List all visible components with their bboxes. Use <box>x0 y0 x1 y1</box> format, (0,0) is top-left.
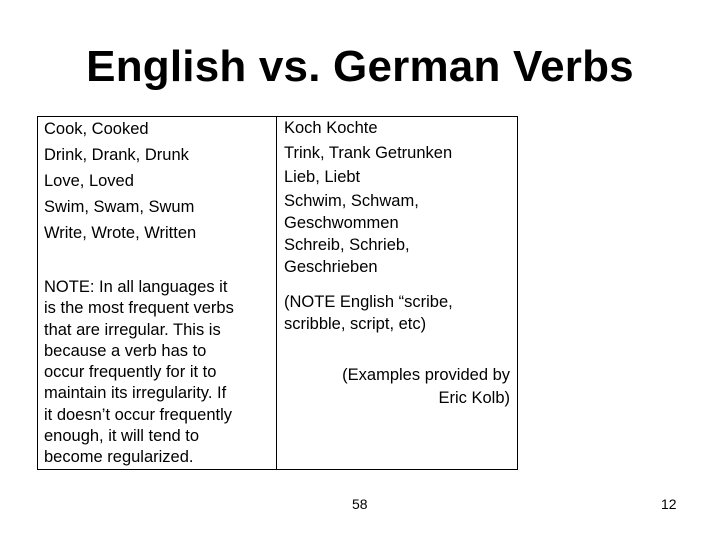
slide-title: English vs. German Verbs <box>86 42 634 91</box>
english-verb-list <box>44 116 196 246</box>
english-note-line: (NOTE English “scribe, <box>284 293 453 311</box>
note-line: become regularized. <box>44 448 194 467</box>
german-verb-item: Lieb, Liebt <box>284 168 361 186</box>
examples-line: (Examples provided by <box>342 366 510 384</box>
note-line: because a verb has to <box>44 341 207 360</box>
page-number-right: 12 <box>661 496 677 512</box>
english-verb-item: Write, Wrote, Written <box>44 224 197 242</box>
page-number-center: 58 <box>352 496 368 512</box>
english-verb-item: Drink, Drank, Drunk <box>44 146 189 164</box>
german-verb-item: Geschwommen <box>284 213 399 232</box>
note-line: maintain its irregularity. If <box>44 384 227 403</box>
german-verb-item: Geschrieben <box>284 257 378 276</box>
german-verb-item: Schreib, Schrieb, <box>284 235 410 254</box>
examples-line: Eric Kolb) <box>438 389 510 407</box>
english-verb-item: Cook, Cooked <box>44 120 149 138</box>
german-verb-item: Trink, Trank Getrunken <box>284 143 453 162</box>
note-line: that are irregular. This is <box>44 320 221 339</box>
english-verb-item: Swim, Swam, Swum <box>44 198 195 216</box>
german-verb-list <box>284 116 452 278</box>
note-line: is the most frequent verbs <box>44 299 234 318</box>
note-line: occur frequently for it to <box>44 363 217 382</box>
english-derivatives-note <box>284 291 453 335</box>
note-line: enough, it will tend to <box>44 427 200 446</box>
german-verb-item: Schwim, Schwam, <box>284 191 419 210</box>
examples-credit <box>290 364 510 410</box>
german-verb-item: Koch Kochte <box>284 119 378 137</box>
irregular-verbs-note <box>44 277 234 469</box>
note-line: NOTE: In all languages it <box>44 278 228 296</box>
english-note-line: scribble, script, etc) <box>284 315 427 333</box>
english-verb-item: Love, Loved <box>44 172 134 190</box>
note-line: it doesn’t occur frequently <box>44 405 233 424</box>
